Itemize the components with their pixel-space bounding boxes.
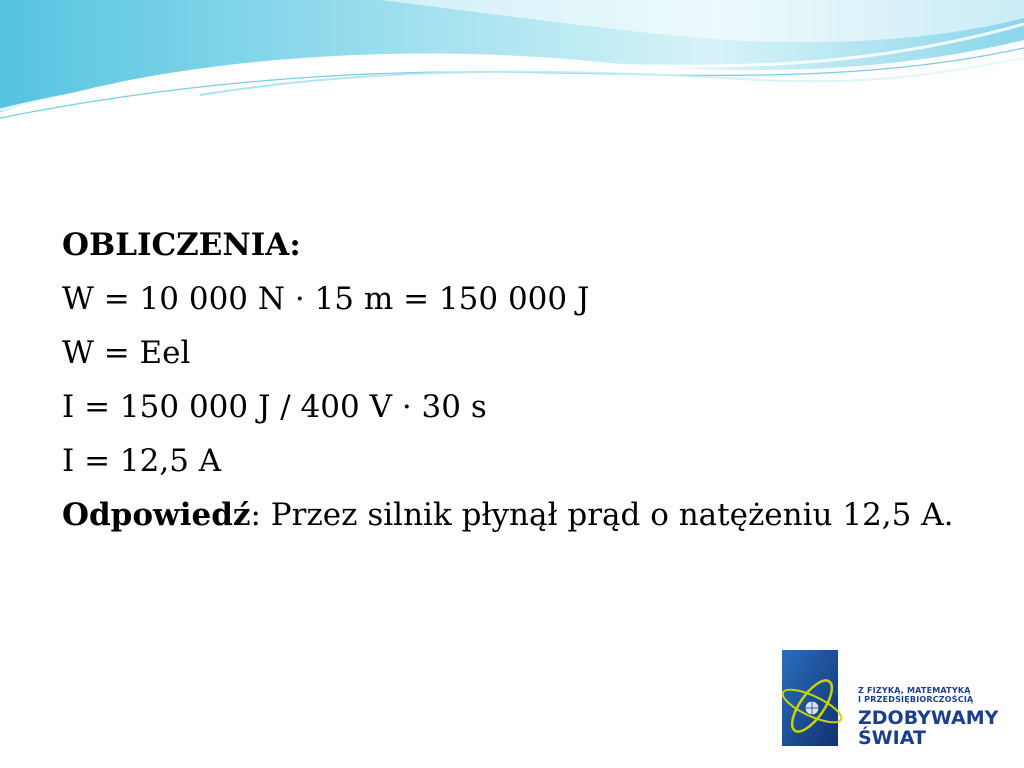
calc-line-1-text: W = 10 000 N · 15 m = 150 000 J xyxy=(62,281,590,317)
calc-line-work xyxy=(62,272,1002,326)
calc-line-answer xyxy=(62,488,1002,542)
calc-line-current-formula xyxy=(62,380,1002,434)
calc-heading: OBLICZENIA: xyxy=(62,227,301,263)
calc-line-current-result xyxy=(62,434,1002,488)
logo-title-line-2: ŚWIAT xyxy=(858,727,926,749)
logo-title-line-1: ZDOBYWAMY xyxy=(858,707,999,729)
header-wave-decoration xyxy=(0,0,1024,130)
logo-subtitle-line-1: Z FIZYKĄ, MATEMATYKĄ xyxy=(858,686,971,695)
atom-globe-icon xyxy=(778,644,854,748)
calc-line-4-text: I = 12,5 A xyxy=(62,443,222,479)
answer-label: Odpowiedź xyxy=(62,497,251,533)
calc-line-heading xyxy=(62,218,1002,272)
calc-line-3-text: I = 150 000 J / 400 V · 30 s xyxy=(62,389,487,425)
logo-subtitle-line-2: I PRZEDSIĘBIORCZOŚCIĄ xyxy=(858,695,974,704)
calc-line-energy xyxy=(62,326,1002,380)
calculations-text xyxy=(62,218,1002,542)
answer-text: : Przez silnik płynął prąd o natężeniu 12,5 A. xyxy=(250,497,954,533)
calc-line-2-text: W = Eel xyxy=(62,335,191,371)
logo-text xyxy=(858,686,1018,748)
project-logo xyxy=(766,628,1022,754)
